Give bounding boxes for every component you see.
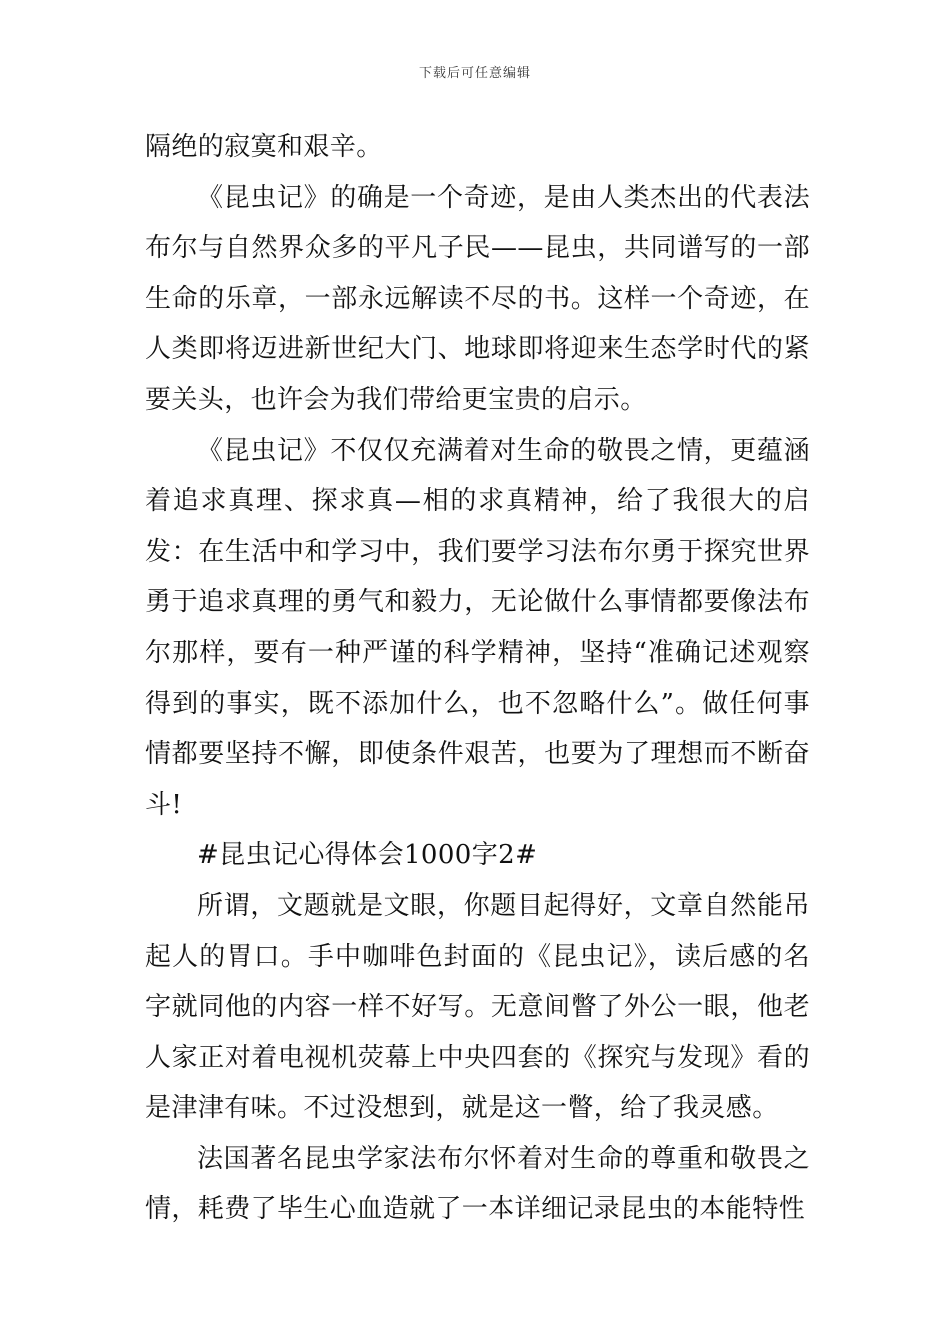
paragraph: 《昆虫记》的确是一个奇迹，是由人类杰出的代表法布尔与自然界众多的平凡子民——昆虫，共同谱写的一部生命的乐章，一部永远解读不尽的书。这样一个奇迹，在人类即将迈进新世纪大门、地球即将迎来生态学时代的紧要关头，也许会为我们带给更宝贵的启示。 xyxy=(145,182,810,415)
page-header: 下载后可任意编辑 xyxy=(418,66,531,81)
paragraph: 所谓，文题就是文眼，你题目起得好，文章自然能吊起人的胃口。手中咖啡色封面的《昆虫记》，读后感的名字就同他的内容一样不好写。无意间瞥了外公一眼，他老人家正对着电视机荧幕上中央四套的《探究与发现》看的是津津有味。不过没想到，就是这一瞥，给了我灵感。 xyxy=(145,890,810,1124)
paragraph: 《昆虫记》不仅仅充满着对生命的敬畏之情，更蕴涵着追求真理、探求真—相的求真精神，给了我很大的启发：在生活中和学习中，我们要学习法布尔勇于探究世界勇于追求真理的勇气和毅力，无论做什么事情都要像法布尔那样，要有一种严谨的科学精神，坚持“准确记述观察得到的事实，既不添加什么，也不忽略什么”。做任何事情都要坚持不懈，即使条件艰苦，也要为了理想而不断奋斗! xyxy=(145,435,810,820)
document-body xyxy=(145,122,810,1235)
paragraph-continuation: 隔绝的寂寞和艰辛。 xyxy=(145,132,383,162)
section-heading: #昆虫记心得体会1000字2# xyxy=(197,840,538,871)
paragraph: 法国著名昆虫学家法布尔怀着对生命的尊重和敬畏之情，耗费了毕生心血造就了一本详细记录昆虫的本能特性 xyxy=(145,1143,810,1225)
